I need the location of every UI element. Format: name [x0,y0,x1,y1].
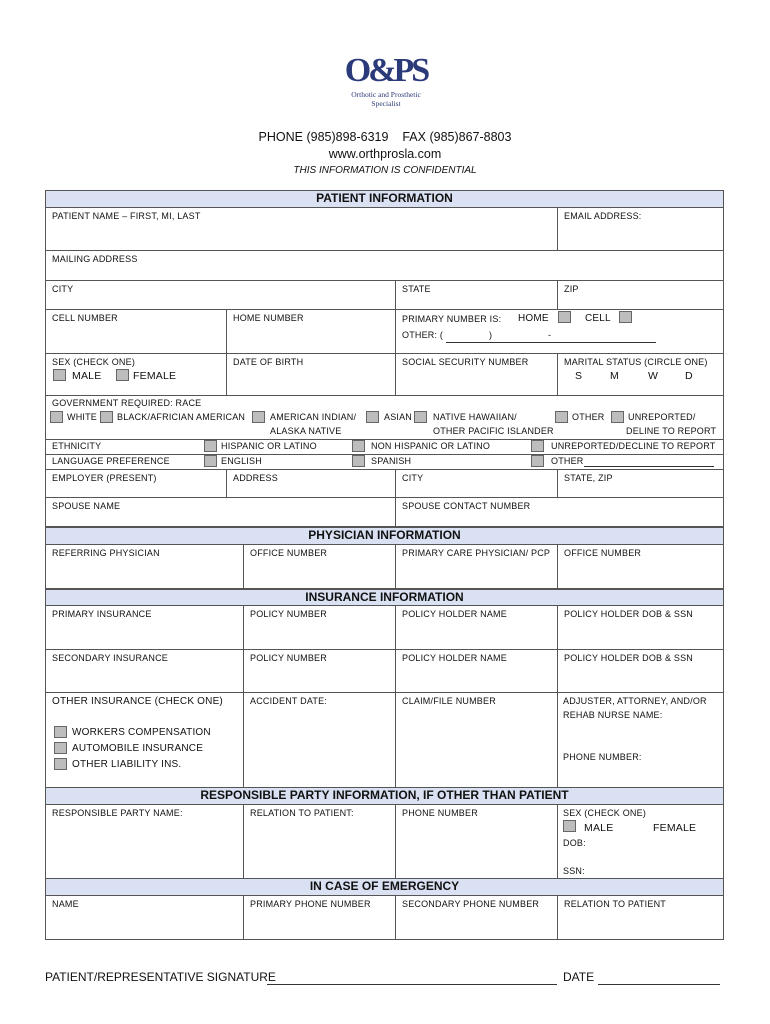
referring-office-label: OFFICE NUMBER [250,548,328,558]
emergency-secondary-phone-field[interactable] [395,895,558,940]
insurance-section-title: INSURANCE INFORMATION [45,589,724,606]
responsible-phone-label: PHONE NUMBER [402,808,478,818]
race-decline-label: DELINE TO REPORT [626,426,717,436]
other-number-line[interactable] [446,342,656,343]
secondary-holder-field[interactable] [395,649,558,693]
emergency-relation-field[interactable] [557,895,724,940]
ssn-label: SOCIAL SECURITY NUMBER [402,357,529,367]
dob-field[interactable] [226,353,396,396]
referring-office-field[interactable] [243,544,396,589]
spouse-name-label: SPOUSE NAME [52,501,121,511]
race-white-label: WHITE [67,412,97,422]
referring-physician-field[interactable] [45,544,244,589]
emergency-secondary-phone-label: SECONDARY PHONE NUMBER [402,899,540,909]
home-number-field[interactable] [226,309,396,354]
race-label: GOVERNMENT REQUIRED: RACE [52,398,202,408]
cell-number-label: CELL NUMBER [52,313,118,323]
responsible-relation-field[interactable] [243,804,396,879]
language-label: LANGUAGE PREFERENCE [52,456,170,466]
emergency-primary-phone-label: PRIMARY PHONE NUMBER [250,899,371,909]
accident-date-field[interactable] [243,692,396,788]
state-label: STATE [402,284,431,294]
race-american-indian-checkbox[interactable] [252,411,265,423]
state-field[interactable] [395,280,558,310]
spouse-contact-field[interactable] [395,497,724,527]
home-number-label: HOME NUMBER [233,313,304,323]
english-label: ENGLISH [221,456,262,466]
ethnicity-unreported-checkbox[interactable] [531,440,544,452]
dob-label: DATE OF BIRTH [233,357,304,367]
claim-number-label: CLAIM/FILE NUMBER [402,696,496,706]
signature-line[interactable] [267,984,557,985]
race-white-checkbox[interactable] [50,411,63,423]
hispanic-label: HISPANIC OR LATINO [221,441,317,451]
patient-section-title: PATIENT INFORMATION [45,190,724,208]
responsible-male-label: MALE [584,822,614,834]
zip-field[interactable] [557,280,724,310]
employer-state-zip-field[interactable] [557,469,724,498]
ssn-field[interactable] [395,353,558,396]
primary-policy-field[interactable] [243,605,396,650]
primary-policy-label: POLICY NUMBER [250,609,327,619]
responsible-relation-label: RELATION TO PATIENT: [250,808,354,818]
secondary-policy-field[interactable] [243,649,396,693]
pcp-field[interactable] [395,544,558,589]
physician-section-title: PHYSICIAN INFORMATION [45,527,724,545]
cell-checkbox[interactable] [619,311,632,323]
primary-insurance-label: PRIMARY INSURANCE [52,609,152,619]
emergency-primary-phone-field[interactable] [243,895,396,940]
employer-field[interactable] [45,469,227,498]
employer-address-label: ADDRESS [233,473,278,483]
website: www.orthprosla.com [328,147,442,161]
claim-number-field[interactable] [395,692,558,788]
race-black-label: BLACK/AFRICIAN AMERICAN [117,412,246,422]
english-checkbox[interactable] [204,455,217,467]
logo [344,52,428,124]
language-other-label: OTHER [551,456,584,466]
patient-name-field[interactable] [45,207,558,251]
language-other-line[interactable] [584,466,714,467]
accident-date-label: ACCIDENT DATE: [250,696,327,706]
patient-name-label: PATIENT NAME – FIRST, MI, LAST [52,211,201,221]
primary-holder-dob-label: POLICY HOLDER DOB & SSN [564,609,693,619]
adjuster-field[interactable] [557,692,724,788]
signature-label: PATIENT/REPRESENTATIVE SIGNATURE [45,970,276,984]
male-checkbox[interactable] [53,369,66,381]
race-other-checkbox[interactable] [555,411,568,423]
referring-physician-label: REFERRING PHYSICIAN [52,548,160,558]
non-hispanic-checkbox[interactable] [352,440,365,452]
emergency-section-title: IN CASE OF EMERGENCY [45,878,724,896]
mailing-address-field[interactable] [45,250,724,281]
adjuster-label-line2: REHAB NURSE NAME: [563,710,663,720]
mailing-address-label: MAILING ADDRESS [52,254,138,264]
pcp-office-field[interactable] [557,544,724,589]
hispanic-checkbox[interactable] [204,440,217,452]
female-checkbox[interactable] [116,369,129,381]
adjuster-phone-label: PHONE NUMBER: [563,752,642,762]
responsible-sex-label: SEX (CHECK ONE) [563,808,647,818]
pcp-office-label: OFFICE NUMBER [564,548,642,558]
secondary-holder-dob-field[interactable] [557,649,724,693]
workers-comp-checkbox[interactable] [54,726,67,738]
primary-number-label: PRIMARY NUMBER IS: [402,314,502,324]
date-label: DATE [563,970,595,984]
email-label: EMAIL ADDRESS: [564,211,642,221]
employer-state-zip-label: STATE, ZIP [564,473,613,483]
workers-comp-label: WORKERS COMPENSATION [72,727,211,738]
home-option-label: HOME [518,313,549,324]
race-american-indian-label: AMERICAN INDIAN/ [270,412,357,422]
city-field[interactable] [45,280,396,310]
other-liability-label: OTHER LIABILITY INS. [72,759,182,770]
spouse-contact-label: SPOUSE CONTACT NUMBER [402,501,531,511]
employer-city-field[interactable] [395,469,558,498]
race-alaska-native-label: ALASKA NATIVE [270,426,342,436]
ethnicity-label: ETHNICITY [52,441,102,451]
spouse-name-field[interactable] [45,497,396,527]
primary-holder-field[interactable] [395,605,558,650]
race-asian-checkbox[interactable] [366,411,379,423]
responsible-ssn-label: SSN: [563,866,585,876]
spanish-checkbox[interactable] [352,455,365,467]
emergency-name-field[interactable] [45,895,244,940]
other-dash: - [548,330,552,340]
logo-name-line2: Specialist [371,99,401,108]
secondary-policy-label: POLICY NUMBER [250,653,327,663]
responsible-female-label: FEMALE [653,822,697,834]
secondary-holder-label: POLICY HOLDER NAME [402,653,507,663]
logo-name-line1: Orthotic and Prosthetic [351,90,421,99]
employer-city-label: CITY [402,473,424,483]
sex-label: SEX (CHECK ONE) [52,357,136,367]
marital-option-m[interactable]: M [610,370,619,382]
female-label: FEMALE [133,370,177,382]
race-unreported-checkbox[interactable] [611,411,624,423]
marital-option-d[interactable]: D [685,370,693,382]
city-label: CITY [52,284,74,294]
auto-insurance-checkbox[interactable] [54,742,67,754]
other-insurance-label: OTHER INSURANCE (CHECK ONE) [52,696,223,707]
confidential-note: THIS INFORMATION IS CONFIDENTIAL [293,165,477,176]
race-unreported-label: UNREPORTED/ [628,412,696,422]
responsible-dob-label: DOB: [563,838,586,848]
employer-address-field[interactable] [226,469,396,498]
zip-label: ZIP [564,284,579,294]
responsible-phone-field[interactable] [395,804,558,879]
home-checkbox[interactable] [558,311,571,323]
date-line[interactable] [598,984,720,985]
other-liability-checkbox[interactable] [54,758,67,770]
responsible-section-title: RESPONSIBLE PARTY INFORMATION, IF OTHER THAN PATIENT [45,787,724,805]
non-hispanic-label: NON HISPANIC OR LATINO [371,441,491,451]
cell-number-field[interactable] [45,309,227,354]
other-number-label: OTHER: ( [402,330,444,340]
spanish-label: SPANISH [371,456,412,466]
marital-option-s[interactable]: S [575,370,583,382]
primary-insurance-field[interactable] [45,605,244,650]
phone-fax: PHONE (985)898-6319 FAX (985)867-8803 [258,130,512,144]
adjuster-label-line1: ADJUSTER, ATTORNEY, AND/OR [563,696,707,706]
employer-label: EMPLOYER (PRESENT) [52,473,157,483]
email-field[interactable] [557,207,724,251]
cell-option-label: CELL [585,313,611,324]
responsible-name-field[interactable] [45,804,244,879]
race-asian-label: ASIAN [384,412,413,422]
language-other-checkbox[interactable] [531,455,544,467]
race-native-hawaiian-checkbox[interactable] [414,411,427,423]
marital-label: MARITAL STATUS (CIRCLE ONE) [564,357,708,367]
emergency-name-label: NAME [52,899,79,909]
ethnicity-unreported-label: UNREPORTED/DECLINE TO REPORT [551,441,716,451]
responsible-name-label: RESPONSIBLE PARTY NAME: [52,808,183,818]
secondary-insurance-field[interactable] [45,649,244,693]
primary-holder-dob-field[interactable] [557,605,724,650]
secondary-insurance-label: SECONDARY INSURANCE [52,653,168,663]
marital-option-w[interactable]: W [648,370,659,382]
auto-insurance-label: AUTOMOBILE INSURANCE [72,743,204,754]
emergency-relation-label: RELATION TO PATIENT [564,899,666,909]
race-black-checkbox[interactable] [100,411,113,423]
race-other-label: OTHER [572,412,605,422]
pcp-label: PRIMARY CARE PHYSICIAN/ PCP [402,548,551,558]
responsible-male-checkbox[interactable] [563,820,576,832]
other-paren-close: ) [489,330,493,340]
primary-holder-label: POLICY HOLDER NAME [402,609,507,619]
race-native-hawaiian-label: NATIVE HAWAIIAN/ [433,412,517,422]
logo-letters: O&PS [344,52,428,89]
secondary-holder-dob-label: POLICY HOLDER DOB & SSN [564,653,693,663]
race-pacific-islander-label: OTHER PACIFIC ISLANDER [433,426,554,436]
male-label: MALE [72,370,102,382]
